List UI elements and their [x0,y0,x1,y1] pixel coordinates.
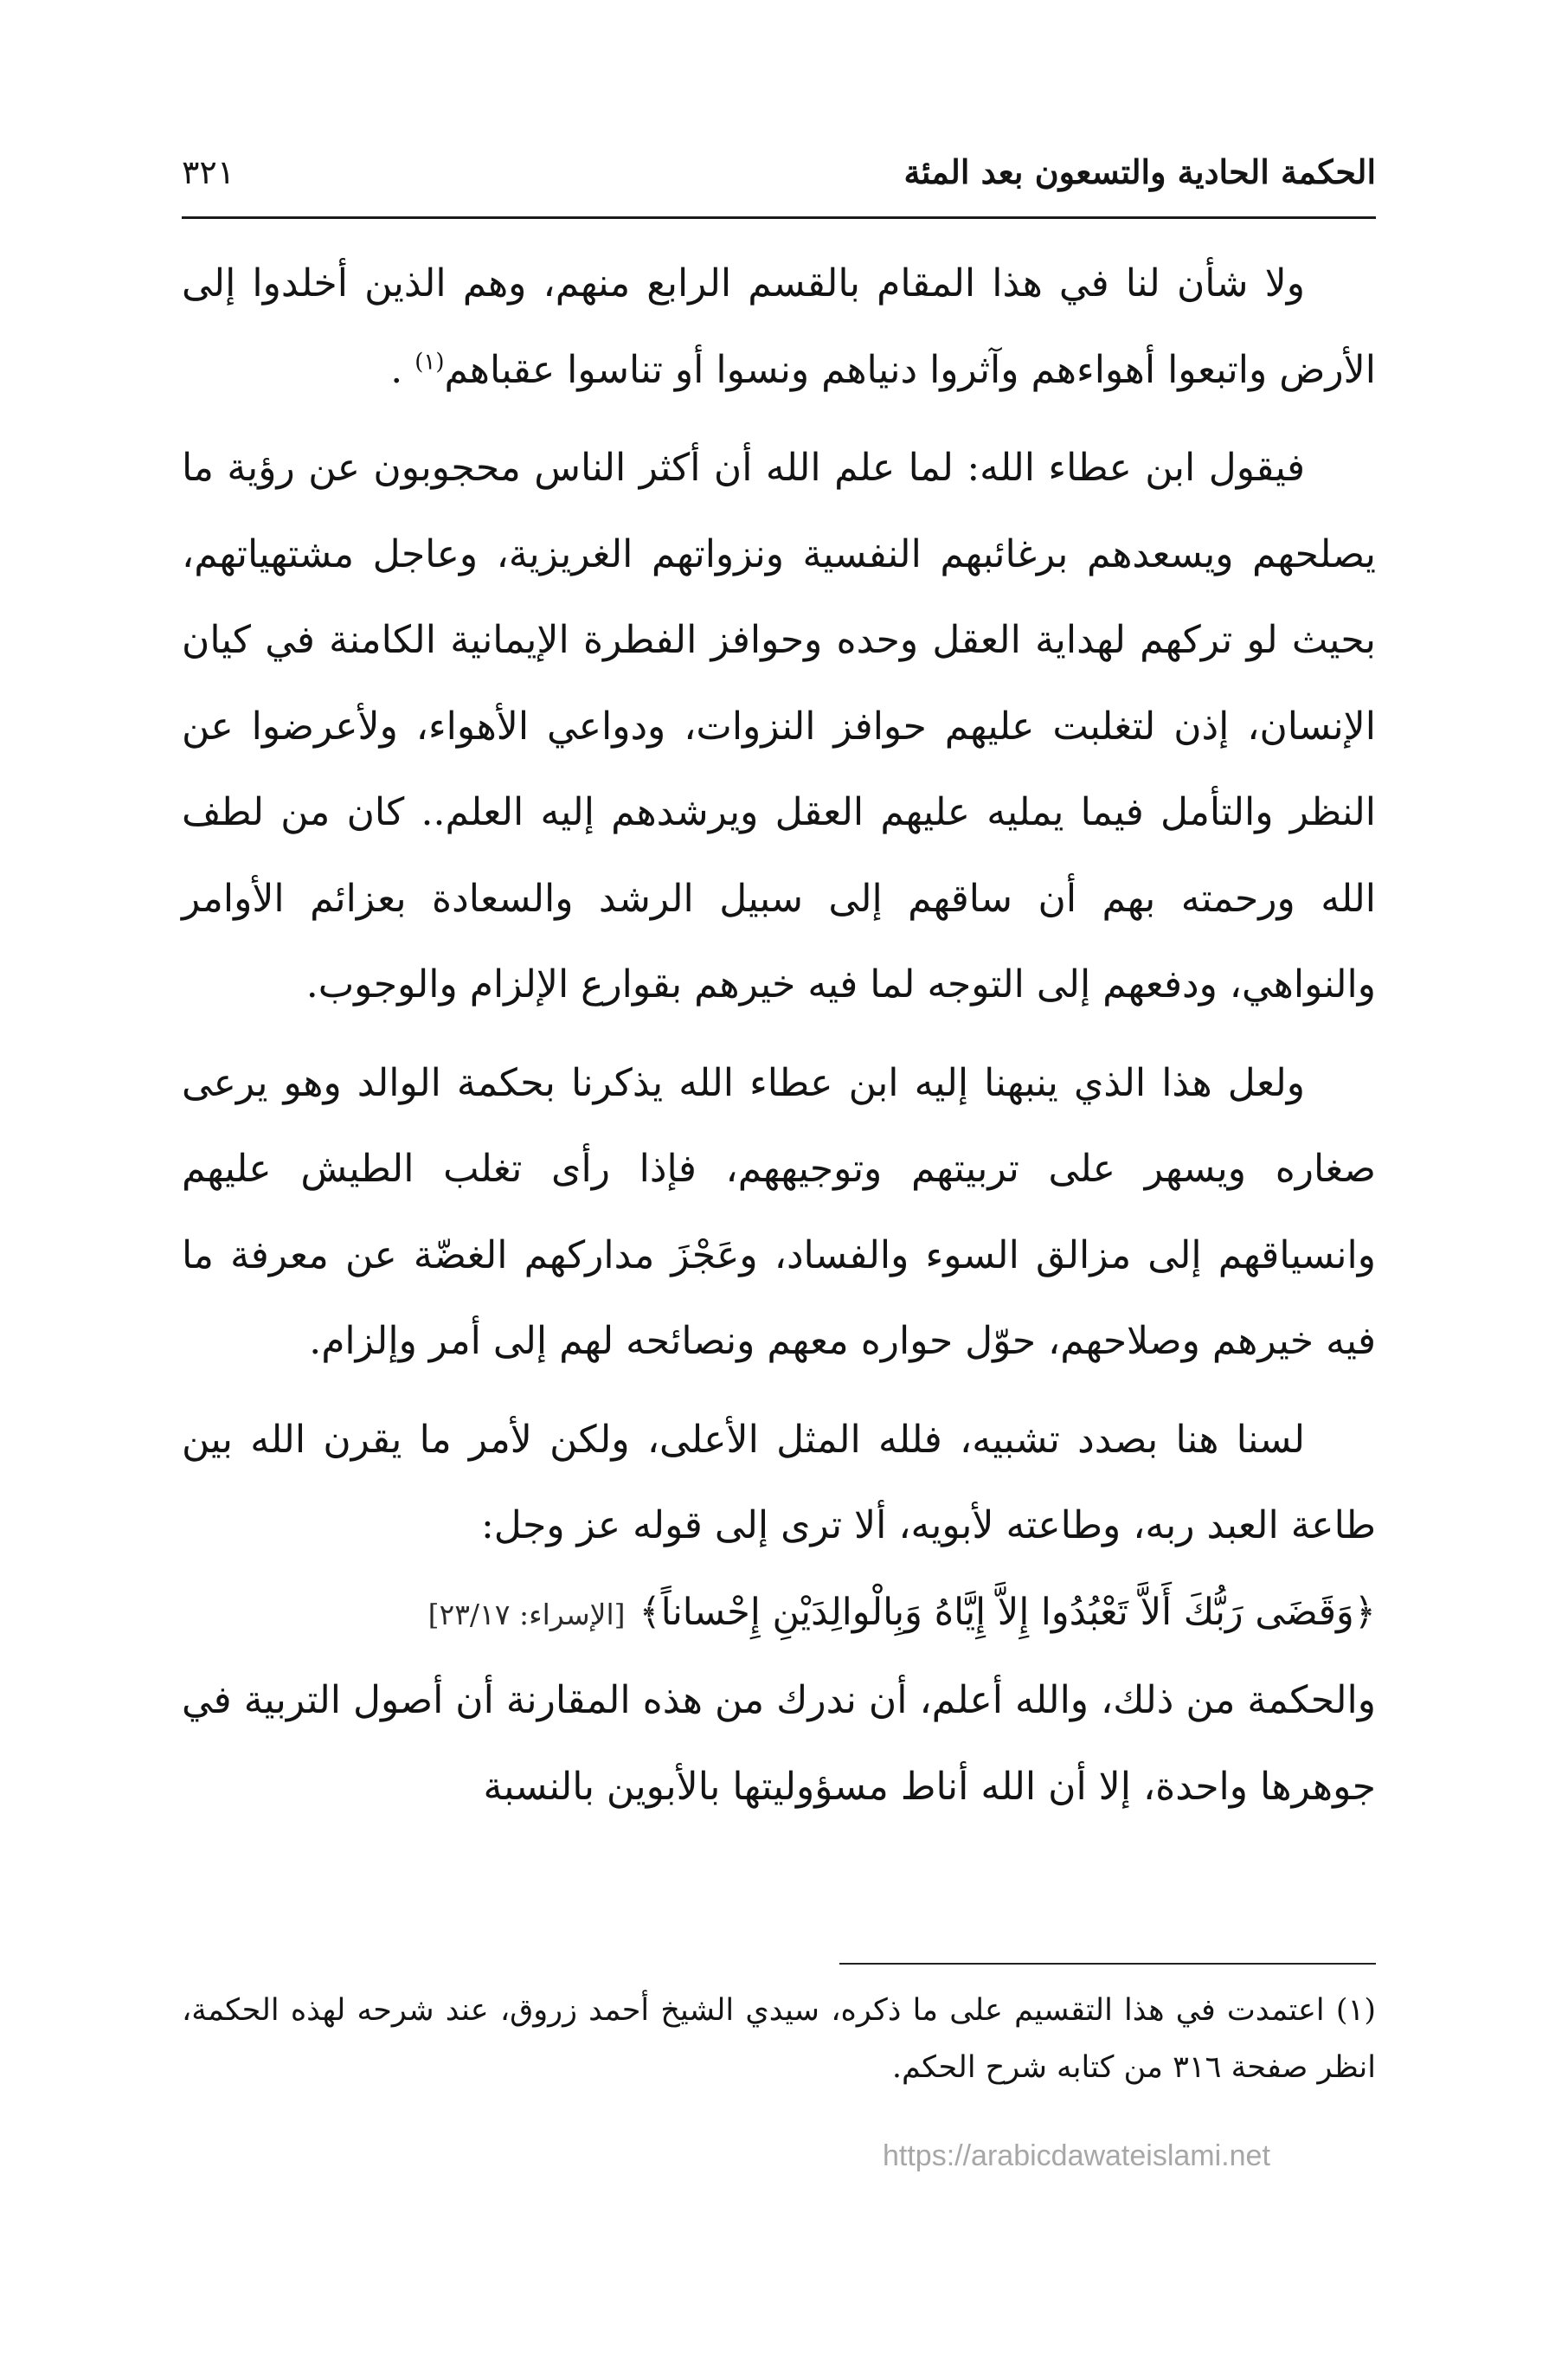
header-rule [182,216,1376,219]
running-head [182,130,1376,204]
footnote-rule [839,1963,1376,1965]
main-text [182,241,1376,1842]
paragraph-1-end: . [390,347,415,392]
footnote-text: اعتمدت في هذا التقسيم على ما ذكره، سيدي الشيخ أحمد زروق، عند شرحه لهذه الحكمة، انظر صفحة ٣١٦ من كتابه شرح الحكم. [182,1993,1376,2085]
paragraph-1-text: ولا شأن لنا في هذا المقام بالقسم الرابع منهم، وهم الذين أخلدوا إلى الأرض واتبعوا أهواءهم وآثروا دنياهم ونسوا أو تناسوا عقباهم [182,261,1376,392]
quran-reference: [الإسراء: ٢٣/١٧] [427,1597,626,1631]
paragraph-5-text: والحكمة من ذلك، والله أعلم، أن ندرك من هذه المقارنة أن أصول التربية في جوهرها واحدة، إلا أن الله أناط مسؤوليتها بالأبوين بالنسبة [182,1678,1376,1809]
footnote-marker: (١) [1335,1993,1376,2028]
watermark-url: https://arabicdawateislami.net [883,2139,1270,2172]
footnote-reference[interactable]: (١) [414,348,445,375]
page-number: ٣٢١ [182,153,235,191]
paragraph-2: فيقول ابن عطاء الله: لما علم الله أن أكثر الناس محجوبون عن رؤية ما يصلحهم ويسعدهم برغائبهم النفسية ونزواتهم الغريزية، وعاجل مشتهياتهم، بحيث لو تركهم لهداية العقل وحده وحوافز الفطرة الإيمانية الكامنة في كيان الإنسان، إذن لتغلبت عليهم حوافز النزوات، ودواعي الأهواء، ولأعرضوا عن النظر والتأمل فيما يمليه عليهم العقل ويرشدهم إليه العلم.. كان من لطف الله ورحمته بهم أن ساقهم إلى سبيل الرشد والسعادة بعزائم الأوامر والنواهي، ودفعهم إلى التوجه لما فيه خيرهم بقوارع الإلزام والوجوب. [182,446,1376,1007]
chapter-title: الحكمة الحادية والتسعون بعد المئة [903,152,1376,191]
paragraph-4 [182,1397,1376,1830]
footnote-1 [182,1982,1376,2096]
paragraph-1 [182,241,1376,413]
footnotes [182,1982,1376,2096]
paragraph-3: ولعل هذا الذي ينبهنا إليه ابن عطاء الله يذكرنا بحكمة الوالد وهو يرعى صغاره ويسهر على تربيتهم وتوجيههم، فإذا رأى تغلب الطيش عليهم وانسياقهم إلى مزالق السوء والفساد، وعَجْزَ مداركهم الغضّة عن معرفة ما فيه خيرهم وصلاحهم، حوّل حواره معهم ونصائحه لهم إلى أمر وإلزام. [182,1060,1377,1363]
paragraph-4-text: لسنا هنا بصدد تشبيه، فلله المثل الأعلى، ولكن لأمر ما يقرن الله بين طاعة العبد ربه، وطاعته لأبويه، ألا ترى إلى قوله عز وجل: [182,1417,1376,1547]
quran-verse: ﴿وَقَضَى رَبُّكَ أَلاَّ تَعْبُدُوا إِلاَّ إِيَّاهُ وَبِالْوالِدَيْنِ إِحْساناً﴾ [639,1590,1376,1634]
